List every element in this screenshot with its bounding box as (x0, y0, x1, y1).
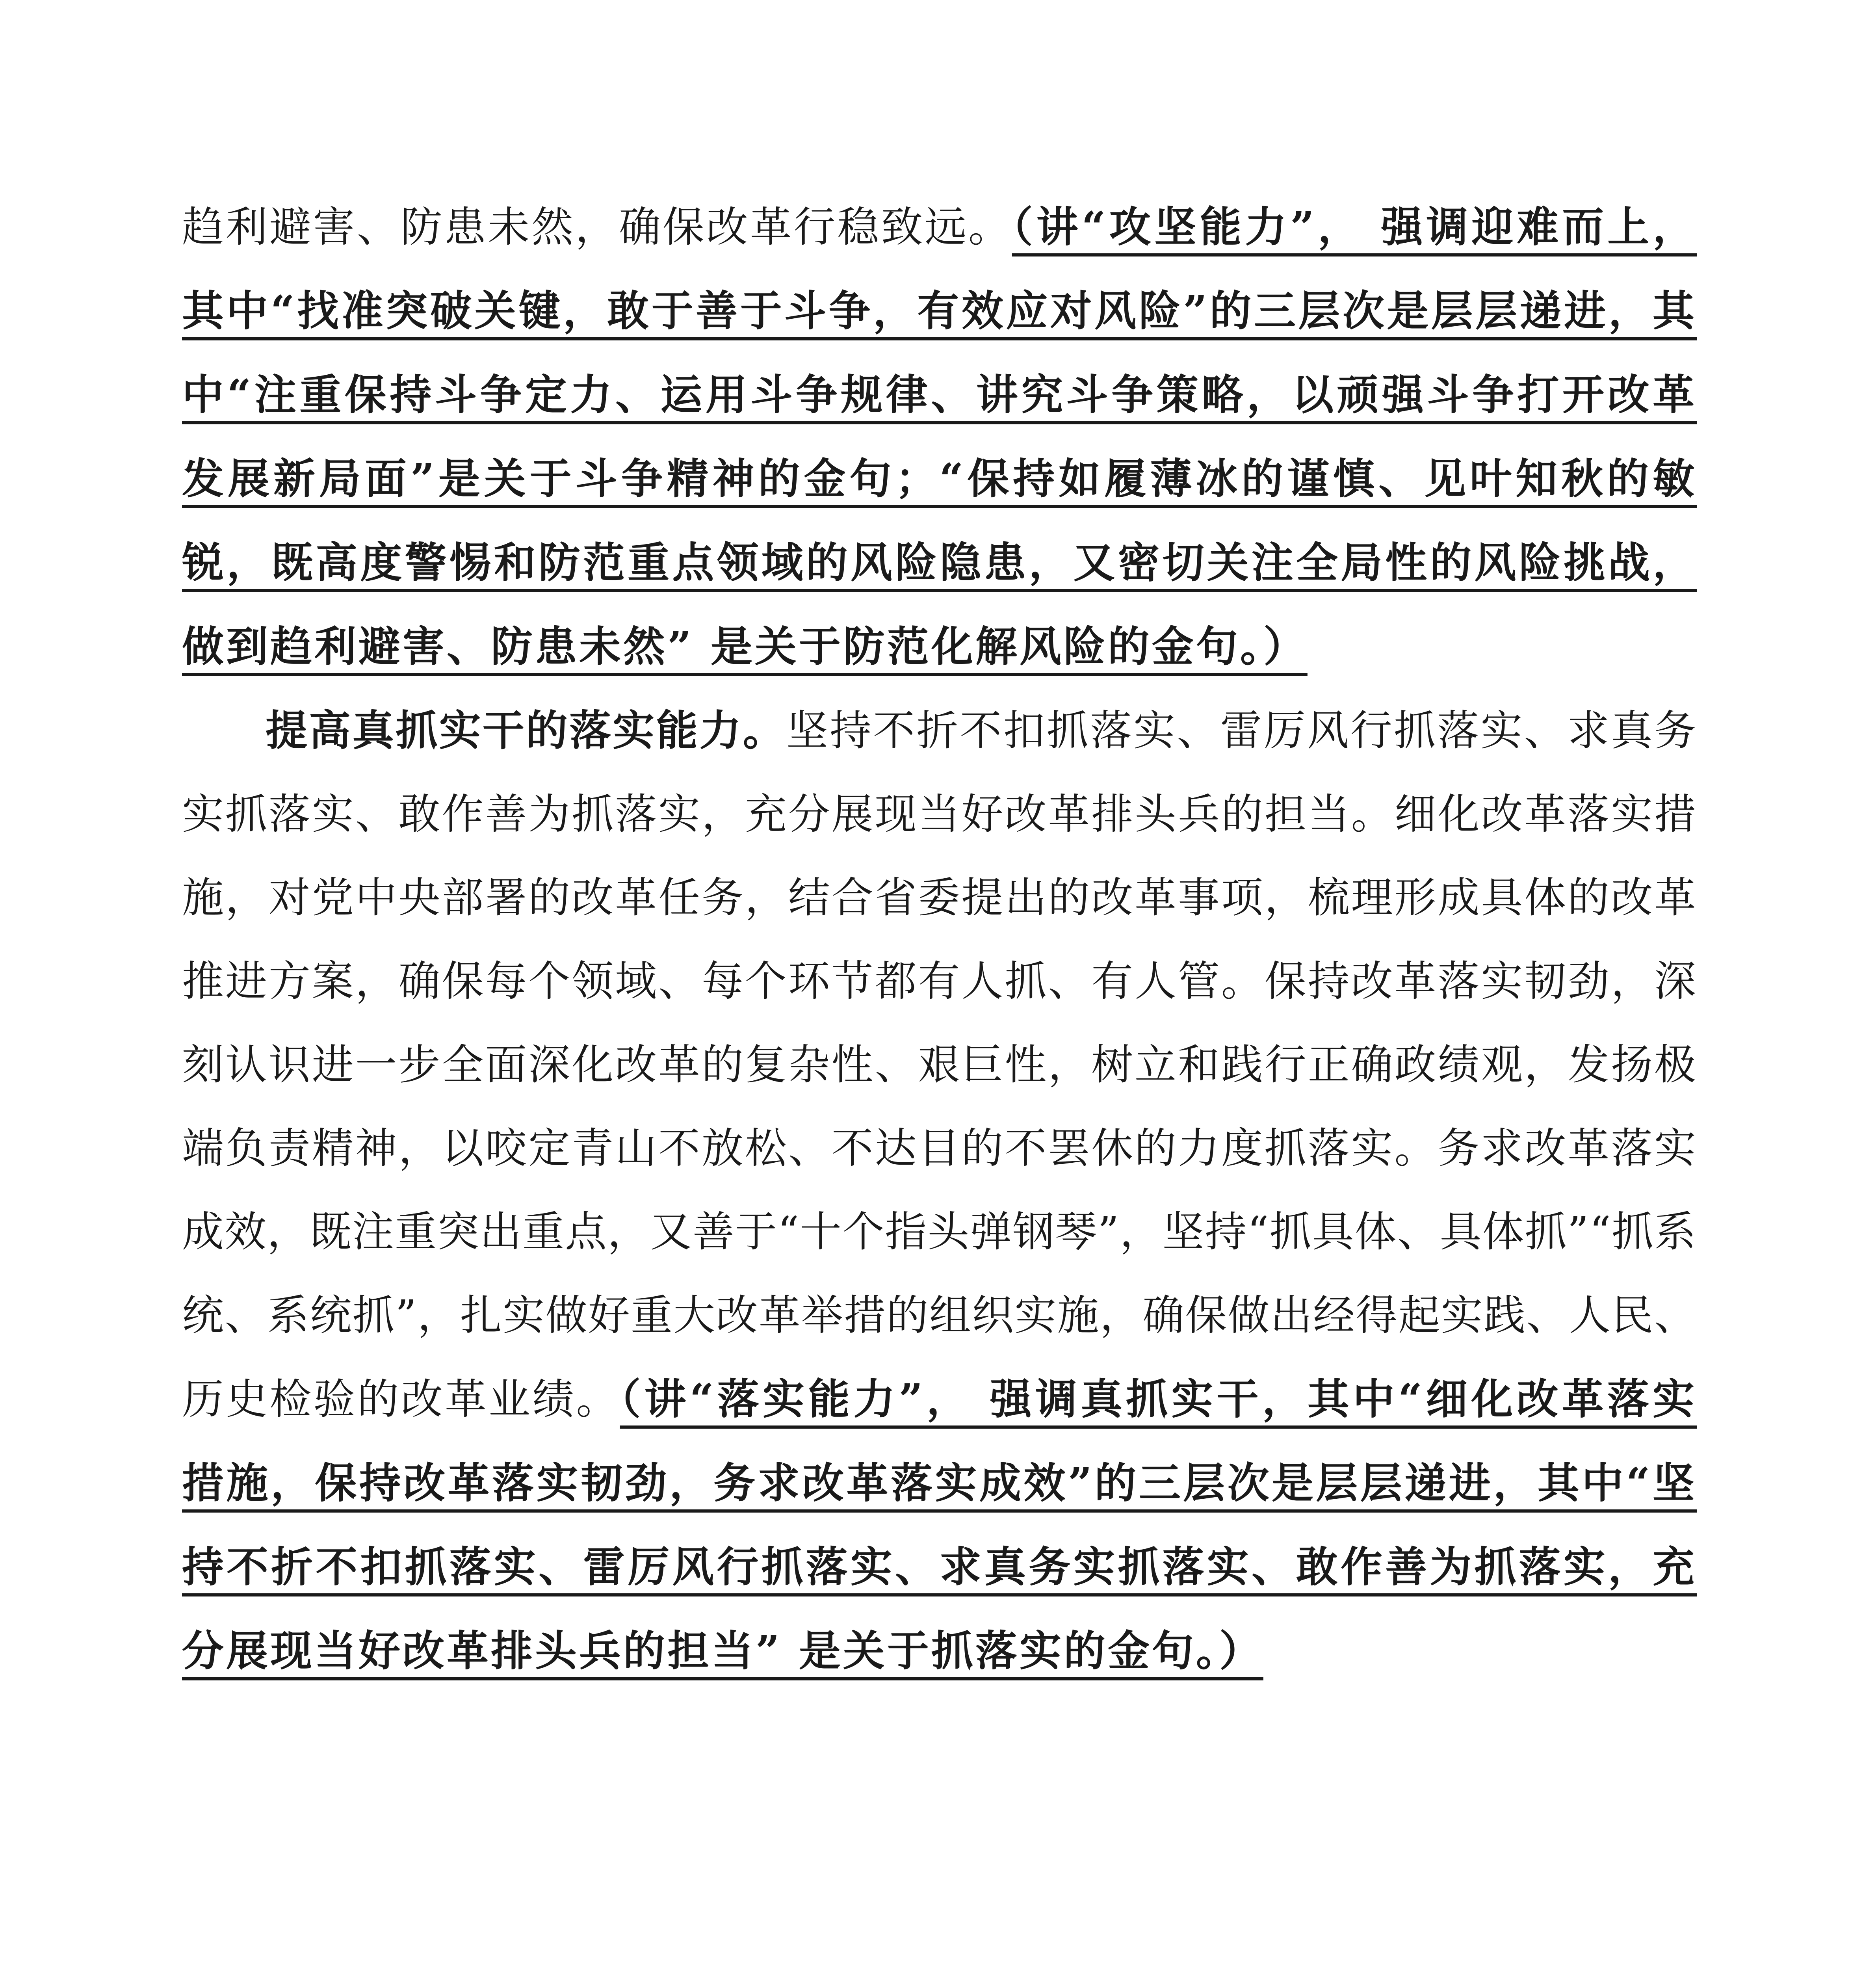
paragraph-text: 趋利避害、防患未然，确保改革行稳致远。 (182, 203, 1012, 251)
paragraph-implementation-capability (182, 689, 1697, 1693)
paragraph-lead-heading: 提高真抓实干的落实能力。 (266, 706, 786, 755)
annotation-note: （讲“落实能力”， 强调真抓实干，其中“细化改革落实措施，保持改革落实韧劲，务求改革落实成效”的三层次是层层递进，其中“坚持不折不扣抓落实、雷厉风行抓落实、求真务实抓落实、敢作善为抓落实，充分展现当好改革排头兵的担当” 是关于抓落实的金句。） (182, 1374, 1697, 1675)
paragraph-offensive-capability (182, 185, 1697, 689)
paragraph-text: 坚持不折不扣抓落实、雷厉风行抓落实、求真务实抓落实、敢作善为抓落实，充分展现当好改革排头兵的担当。细化改革落实措施，对党中央部署的改革任务，结合省委提出的改革事项，梳理形成具体的改革推进方案，确保每个领域、每个环节都有人抓、有人管。保持改革落实韧劲，深刻认识进一步全面深化改革的复杂性、艰巨性，树立和践行正确政绩观，发扬极端负责精神，以咬定青山不放松、不达目的不罢休的力度抓落实。务求改革落实成效，既注重突出重点，又善于“十个指头弹钢琴”，坚持“抓具体、具体抓”“抓系统、系统抓”，扎实做好重大改革举措的组织实施，确保做出经得起实践、人民、历史检验的改革业绩。 (182, 706, 1697, 1424)
annotation-note: （讲“攻坚能力”， 强调迎难而上，其中“找准突破关键，敢于善于斗争，有效应对风险”的三层次是层层递进，其中“注重保持斗争定力、运用斗争规律、讲究斗争策略，以顽强斗争打开改革发展新局面”是关于斗争精神的金句；“保持如履薄冰的谨慎、见叶知秋的敏锐，既高度警惕和防范重点领域的风险隐患，又密切关注全局性的风险挑战，做到趋利避害、防患未然” 是关于防范化解风险的金句。） (182, 202, 1697, 671)
document-body (182, 185, 1697, 1693)
